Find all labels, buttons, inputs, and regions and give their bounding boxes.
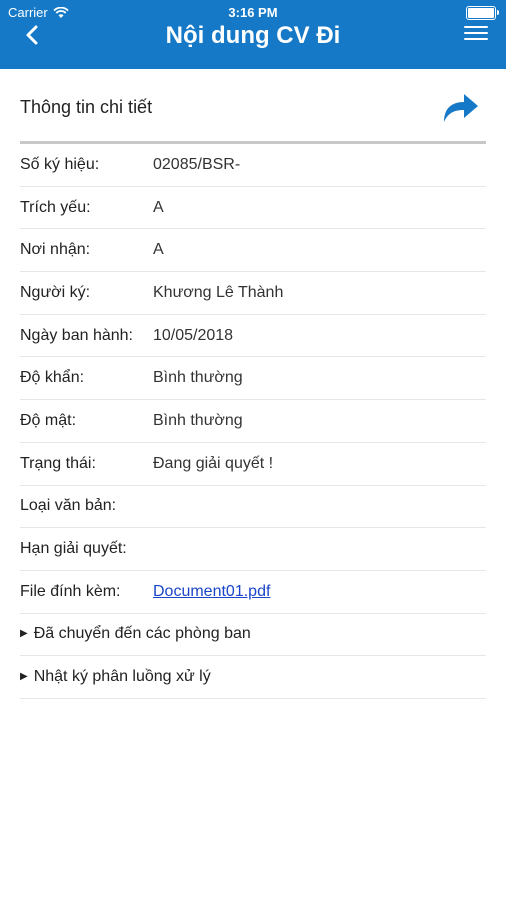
detail-row-deadline	[20, 528, 486, 571]
detail-value: 10/05/2018	[153, 326, 234, 344]
details-list	[20, 144, 486, 699]
detail-label: Độ khẩn:	[20, 369, 85, 387]
expander-routing-log[interactable]	[20, 656, 486, 699]
section-title: Thông tin chi tiết	[20, 97, 153, 117]
detail-row-symbol	[20, 144, 486, 187]
detail-label: Nơi nhận:	[20, 241, 91, 259]
nav-bar	[0, 0, 506, 69]
detail-label: File đính kèm:	[20, 582, 121, 600]
detail-label: Ngày ban hành:	[20, 326, 133, 344]
triangle-right-icon: ▶	[20, 670, 28, 682]
detail-value: A	[153, 241, 164, 259]
detail-label: Độ mật:	[20, 411, 77, 429]
detail-row-confidentiality	[20, 400, 486, 443]
hamburger-menu-icon[interactable]	[464, 24, 488, 44]
detail-row-document-type	[20, 486, 486, 529]
detail-row-recipient	[20, 229, 486, 272]
forward-share-icon[interactable]	[438, 88, 482, 128]
detail-label: Hạn giải quyết:	[20, 540, 127, 558]
detail-row-issue-date	[20, 315, 486, 358]
detail-value: Đang giải quyết !	[153, 454, 274, 472]
detail-row-signer	[20, 272, 486, 315]
detail-label: Trích yếu:	[20, 198, 91, 216]
detail-row-status	[20, 443, 486, 486]
detail-value: A	[153, 198, 164, 216]
expander-departments[interactable]	[20, 614, 486, 657]
detail-row-attachment	[20, 571, 486, 614]
triangle-right-icon: ▶	[20, 627, 28, 639]
expander-label: Nhật ký phân luồng xử lý	[33, 668, 211, 686]
detail-label: Số ký hiệu:	[20, 155, 100, 173]
detail-row-urgency	[20, 357, 486, 400]
detail-value: Bình thường	[153, 411, 243, 429]
back-chevron-icon[interactable]	[18, 20, 48, 50]
attachment-link[interactable]: Document01.pdf	[153, 582, 271, 600]
status-time: 3:16 PM	[228, 5, 278, 20]
detail-value: 02085/BSR-	[153, 155, 241, 173]
detail-row-summary	[20, 187, 486, 230]
carrier-label: Carrier	[8, 5, 48, 20]
detail-label: Người ký:	[20, 283, 91, 301]
detail-value: Bình thường	[153, 369, 243, 387]
battery-icon	[466, 6, 496, 20]
expander-label: Đã chuyển đến các phòng ban	[33, 625, 251, 643]
detail-label: Loại văn bản:	[20, 497, 117, 515]
page-title: Nội dung CV Đi	[165, 22, 341, 49]
detail-value: Khương Lê Thành	[153, 283, 284, 301]
detail-label: Trạng thái:	[20, 454, 96, 472]
